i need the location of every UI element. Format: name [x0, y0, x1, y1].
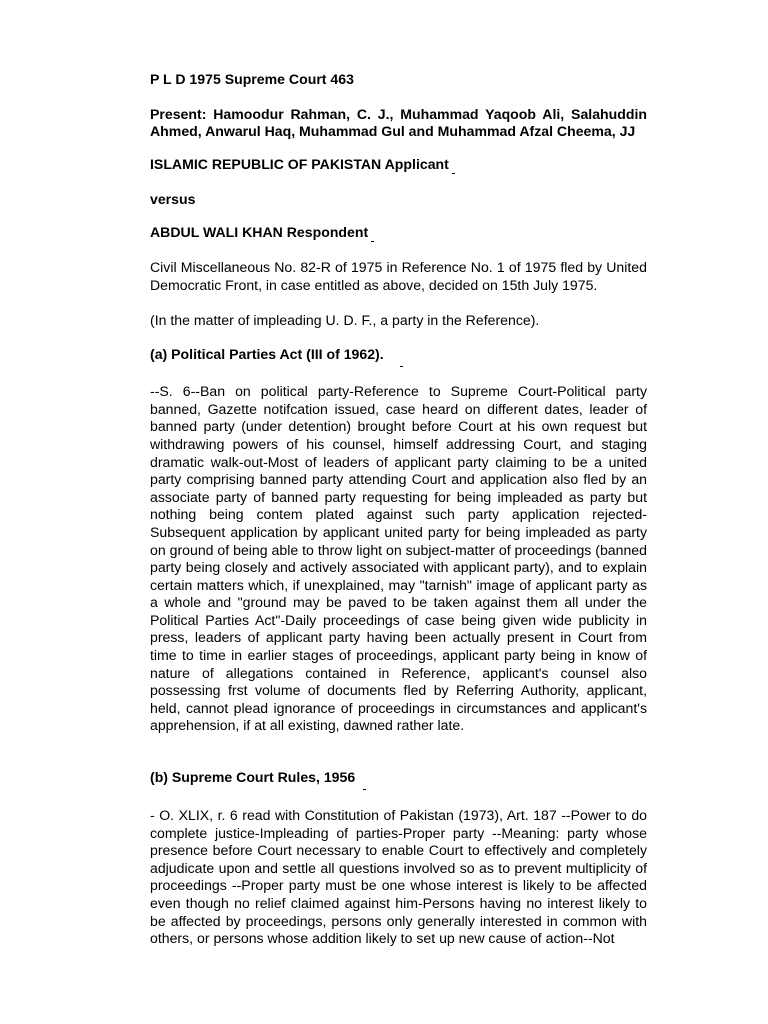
headnote-b-heading [150, 769, 647, 790]
headnote-a-text: --S. 6--Ban on political party-Reference to Supreme Court-Political party banned, Gazette notifcation issued, case heard on different dates, leader of banned party (under detention) brought before Court at his own request but withdrawing powers of his counsel, himself addressing Court, and staging dramatic walk-out-Most of leaders of applicant party claiming to be a united party comprising banned party attending Court and application also fled by an associate party of banned party requesting for being impleaded as party but nothing being contem plated against such party application rejected-Subsequent application by applicant united party for being impleaded as party on ground of being able to throw light on subject-matter of proceedings (banned party being closely and actively associated with applicant party), and to explain certain matters which, if unexplained, may "tarnish" image of applicant party as a whole and "ground may be paved to be taken against them all under the Political Parties Act"-Daily proceedings of case being given wide publicity in press, leaders of applicant party having been actually present in Court from time to time in earlier stages of proceedings, applicant party being in know of nature of allegations contained in Reference, applicant's counsel also possessing frst volume of documents fled by Referring Authority, applicant, held, cannot plead ignorance of proceedings in circumstances and applicant's apprehension, if at all existing, dawned rather late. [150, 383, 647, 734]
text-mark [400, 366, 403, 367]
text-mark [452, 173, 455, 174]
headnote-b-heading-text: (b) Supreme Court Rules, 1956 [150, 769, 356, 786]
versus-label: versus [150, 190, 196, 207]
headnote-a-heading [150, 346, 647, 367]
respondent-party [150, 224, 647, 242]
case-citation: P L D 1975 Supreme Court 463 [150, 71, 354, 87]
headnote-a-heading-text: (a) Political Parties Act (III of 1962). [150, 346, 384, 363]
matter-note: (In the matter of impleading U. D. F., a party in the Reference). [150, 311, 540, 328]
text-mark [363, 789, 366, 790]
applicant-party [150, 156, 647, 174]
bench-present: Present: Hamoodur Rahman, C. J., Muhammad Yaqoob Ali, Salahuddin Ahmed, Anwarul Haq, Muhammad Gul and Muhammad Afzal Cheema, JJ [150, 105, 647, 140]
case-description: Civil Miscellaneous No. 82-R of 1975 in Reference No. 1 of 1975 fled by United Democratic Front, in case entitled as above, decided on 15th July 1975. [150, 259, 647, 293]
applicant-text: ISLAMIC REPUBLIC OF PAKISTAN Applicant [150, 155, 449, 172]
text-mark [371, 241, 374, 242]
headnote-b-text: - O. XLIX, r. 6 read with Constitution of Pakistan (1973), Art. 187 --Power to do complete justice-Impleading of parties-Proper party --Meaning: party whose presence before Court necessary to enable Court to effectively and completely adjudicate upon and settle all questions involved so as to prevent multiplicity of proceedings --Proper party must be one whose interest is likely to be affected even though no relief claimed against him-Persons having no interest likely to be affected by proceedings, persons only generally interested in common with others, or persons whose addition likely to set up new cause of action--Not [150, 807, 647, 947]
respondent-text: ABDUL WALI KHAN Respondent [150, 224, 369, 241]
document-body [150, 68, 647, 948]
